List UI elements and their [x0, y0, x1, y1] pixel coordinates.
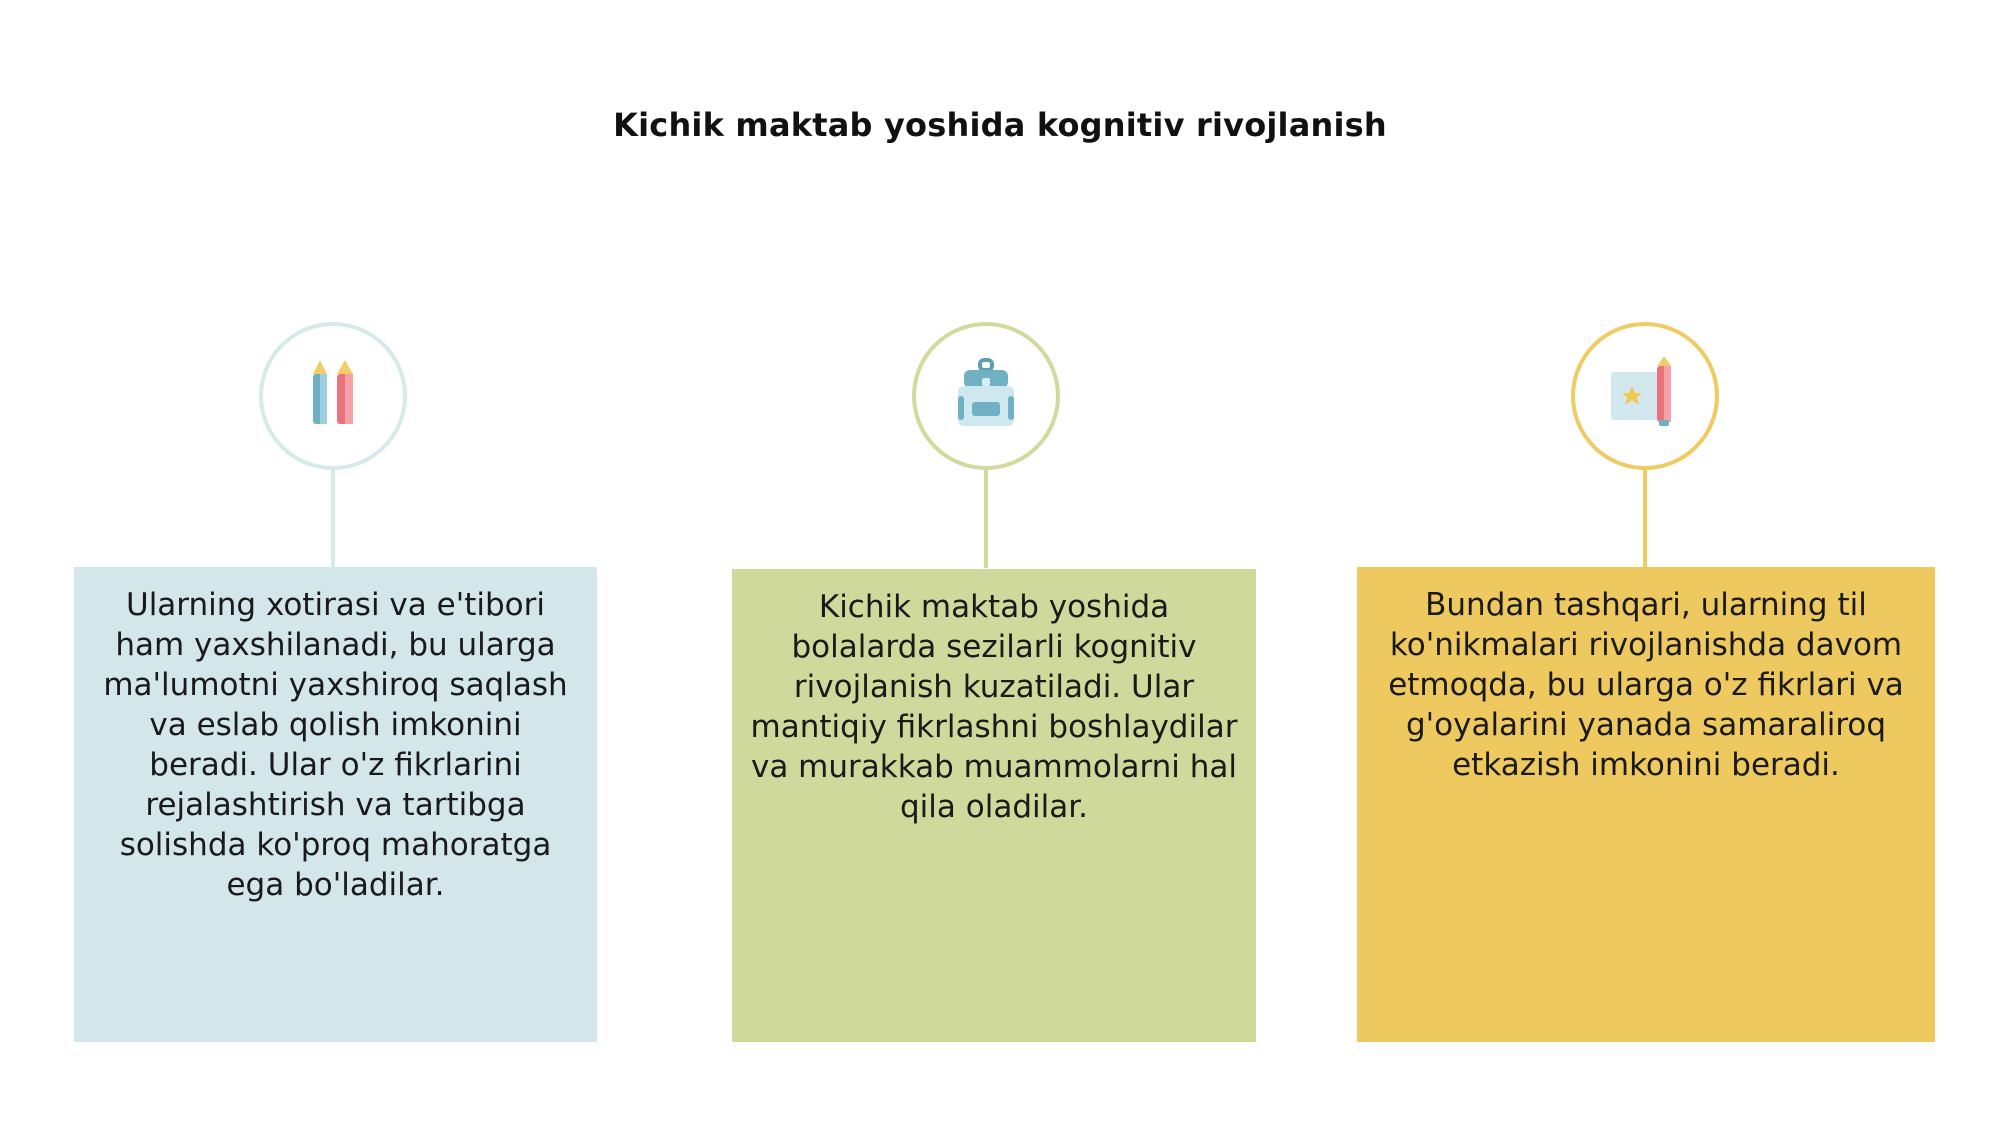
connector-line-3 — [1643, 470, 1647, 568]
icon-circle-3 — [1571, 322, 1719, 470]
drawing-board-icon — [1599, 350, 1691, 442]
connector-line-2 — [984, 470, 988, 568]
info-card-2 — [732, 569, 1256, 1042]
icon-circle-2 — [912, 322, 1060, 470]
info-card-1-text: Ularning xotirasi va e'tibori ham yaxshilanadi, bu ularga ma'lumotni yaxshiroq saqlash va eslab qolish imkonini beradi. Ular o'z fikrlarini rejalashtirish va tartibga solishda ko'proq mahoratga ega bo'ladilar. — [103, 587, 568, 903]
backpack-icon — [940, 350, 1032, 442]
pencils-icon — [287, 350, 379, 442]
slide-title: Kichik maktab yoshida kognitiv rivojlanish — [613, 106, 1387, 144]
info-card-3 — [1357, 567, 1935, 1042]
info-card-2-text: Kichik maktab yoshida bolalarda sezilarli kognitiv rivojlanish kuzatiladi. Ular mantiqiy fikrlashni boshlaydilar va murakkab muammolarni hal qila oladilar. — [750, 589, 1238, 825]
info-card-3-text: Bundan tashqari, ularning til ko'nikmalari rivojlanishda davom etmoqda, bu ularga o'z fikrlari va g'oyalarini yanada samaraliroq etkazish imkonini beradi. — [1388, 587, 1904, 783]
connector-line-1 — [331, 470, 335, 568]
icon-circle-1 — [259, 322, 407, 470]
info-card-1 — [74, 567, 597, 1042]
